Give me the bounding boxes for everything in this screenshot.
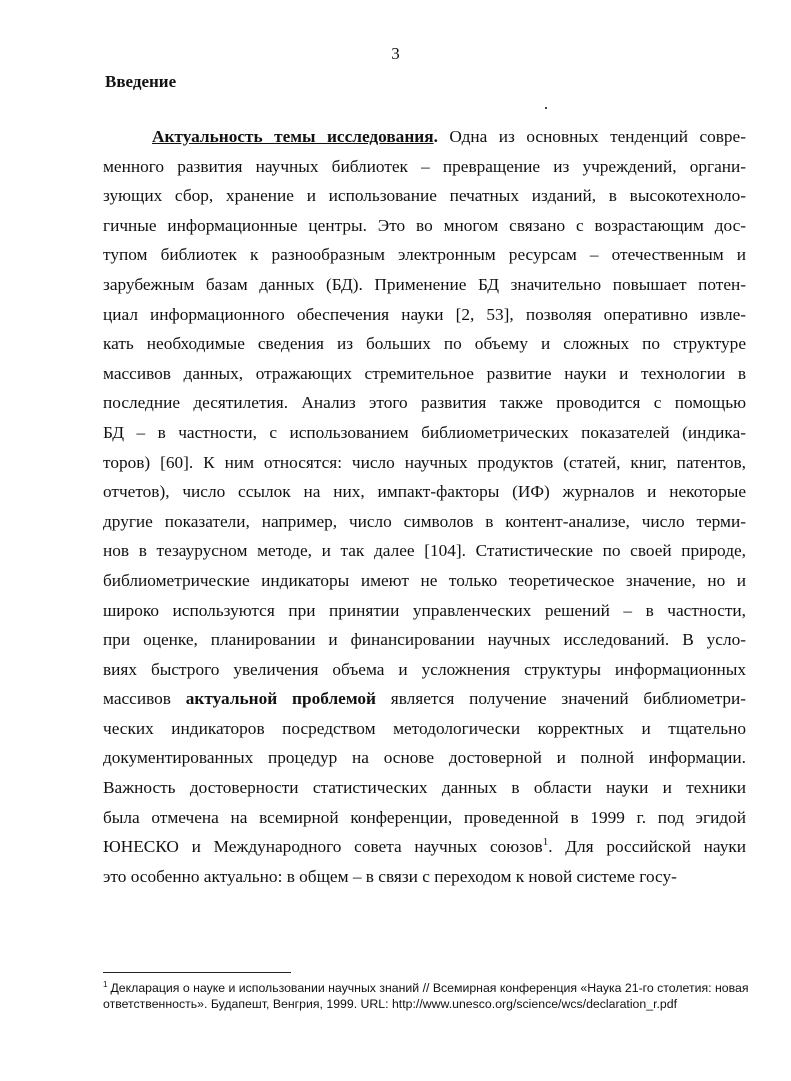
text-line [103, 477, 746, 507]
text-segment: БД – в частности, с использованием библиометрических показателей (индика- [103, 422, 746, 442]
footnote [103, 980, 753, 1012]
text-segment: гичные информационные центры. Это во многом связано с возрастающим дос- [103, 215, 746, 235]
text-line [103, 536, 746, 566]
text-segment: кать необходимые сведения из больших по объему и сложных по структуре [103, 334, 746, 354]
scan-speck [545, 107, 547, 109]
text-segment: широко используются при принятии управленческих решений – в частности, [103, 600, 746, 620]
text-segment: тупом библиотек к разнообразным электронным ресурсам – отечественным и [103, 245, 746, 265]
text-segment: циал информационного обеспечения науки [2, 53], позволяя оперативно извле- [103, 304, 746, 324]
text-line [103, 359, 746, 389]
text-line [103, 122, 746, 152]
text-segment: виях быстрого увеличения объема и усложнения структуры информационных [103, 659, 746, 679]
text-line [103, 714, 746, 744]
text-line [103, 655, 746, 685]
body-paragraph [103, 122, 746, 891]
text-segment: отчетов), число ссылок на них, импакт-факторы (ИФ) журналов и некоторые [103, 482, 746, 502]
text-line [103, 181, 746, 211]
page-number: 3 [391, 44, 400, 63]
footnote-marker: 1 [103, 980, 108, 989]
text-segment: это особенно актуально: в общем – в связи с переходом к новой системе госу- [103, 866, 677, 886]
section-heading: Введение [105, 72, 177, 91]
footnote-rule [103, 972, 291, 973]
text-segment: . [433, 127, 438, 146]
text-segment: Актуальность темы исследования [152, 127, 434, 146]
text-line [103, 240, 746, 270]
text-segment: актуальной проблемой [185, 689, 376, 709]
text-segment: зарубежным базам данных (БД). Применение БД значительно повышает потен- [103, 274, 746, 294]
text-segment: была отмечена на всемирной конференции, проведенной в 1999 г. под эгидой [103, 807, 746, 827]
text-line [103, 270, 746, 300]
text-segment: является получение значений библиометри- [375, 689, 746, 709]
text-line [103, 743, 746, 773]
text-segment: . Для российской науки [548, 837, 746, 857]
text-segment: зующих сбор, хранение и использование печатных изданий, в высокотехноло- [103, 186, 746, 206]
text-segment: массивов данных, отражающих стремительное развитие науки и технологии в [103, 363, 746, 383]
text-line [103, 152, 746, 182]
text-segment: менного развития научных библиотек – превращение из учреждений, органи- [103, 156, 746, 176]
text-segment: нов в тезаурусном методе, и так далее [104]. Статистические по своей природе, [103, 541, 746, 561]
text-line [103, 596, 746, 626]
text-line [103, 448, 746, 478]
text-segment: другие показатели, например, число символов в контент-анализе, число терми- [103, 511, 746, 531]
text-line [103, 211, 746, 241]
text-line [103, 862, 746, 892]
text-segment: последние десятилетия. Анализ этого развития также проводится с помощью [103, 393, 746, 413]
text-line [103, 832, 746, 862]
text-line [103, 300, 746, 330]
text-segment: торов) [60]. К ним относятся: число научных продуктов (статей, книг, патентов, [103, 452, 746, 472]
text-line [103, 566, 746, 596]
text-line [103, 418, 746, 448]
text-line [103, 388, 746, 418]
text-line [103, 625, 746, 655]
text-segment: Одна из основных тенденций совре- [437, 127, 746, 146]
footnote-reference: 1 [542, 836, 549, 849]
text-line [103, 507, 746, 537]
text-line [103, 773, 746, 803]
text-segment: Важность достоверности статистических данных в области науки и техники [103, 778, 746, 798]
footnote-text: Декларация о науке и использовании научных знаний // Всемирная конференция «Наука 21-го столетия: новая ответственность». Будапешт, Венгрия, 1999. URL: http://www.unesco.org/science/wcs/declaration_r.pdf [103, 981, 749, 1011]
text-segment: ческих индикаторов посредством методологически корректных и тщательно [103, 718, 746, 738]
text-segment: документированных процедур на основе достоверной и полной информации. [103, 748, 746, 768]
text-segment: массивов [103, 689, 186, 709]
text-line [103, 684, 746, 714]
text-line [103, 803, 746, 833]
text-segment: библиометрические индикаторы имеют не только теоретическое значение, но и [103, 570, 746, 590]
text-segment: ЮНЕСКО и Международного совета научных союзов [103, 837, 543, 857]
text-segment: при оценке, планировании и финансировании научных исследований. В усло- [103, 630, 746, 650]
text-line [103, 329, 746, 359]
